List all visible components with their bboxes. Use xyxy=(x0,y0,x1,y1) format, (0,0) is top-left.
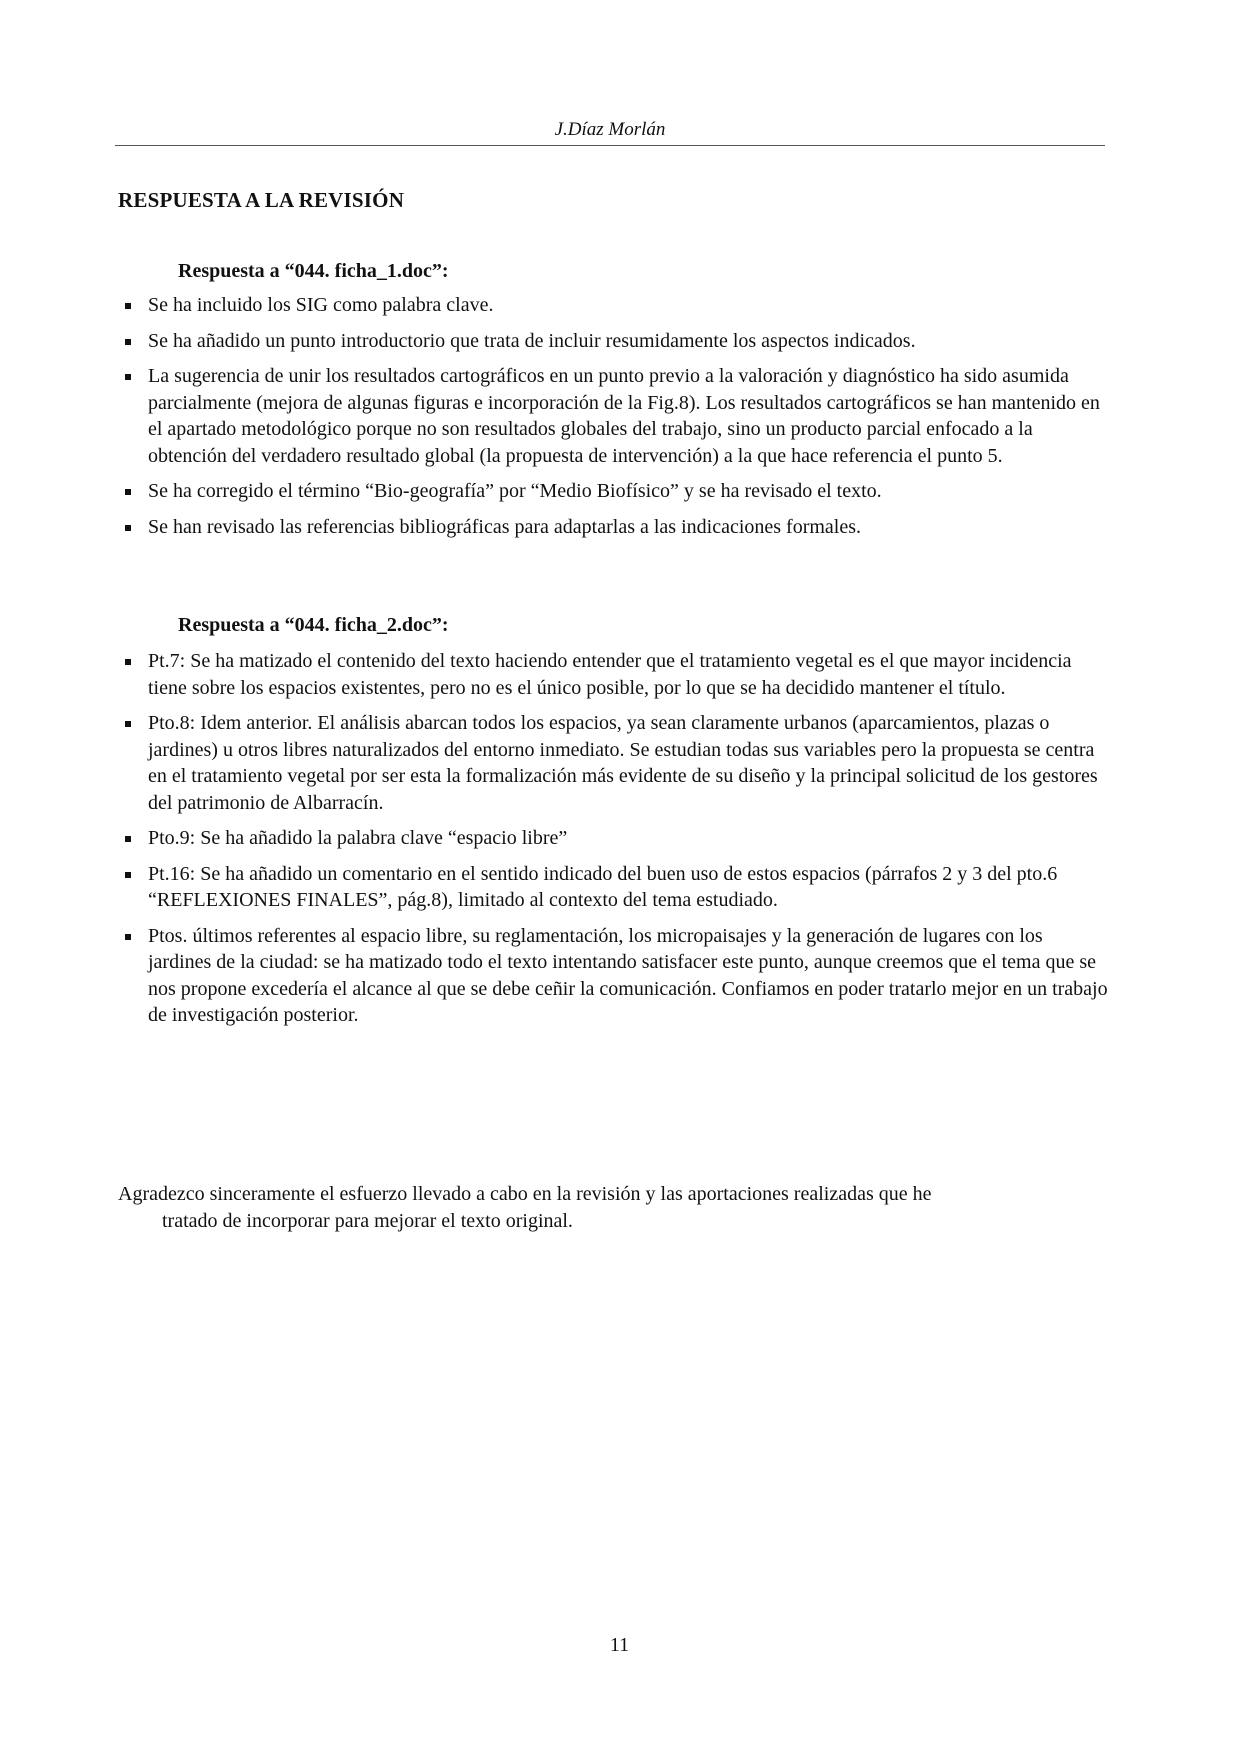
list-item: Se ha incluido los SIG como palabra clave. xyxy=(118,292,1108,319)
bullet-marker xyxy=(125,872,131,878)
list-item: Se han revisado las referencias bibliográficas para adaptarlas a las indicaciones formales. xyxy=(118,514,1108,541)
closing-line-2: tratado de incorporar para mejorar el texto original. xyxy=(162,1210,573,1232)
list-item: Pto.8: Idem anterior. El análisis abarcan todos los espacios, ya sean claramente urbanos (aparcamientos, plazas o jardines) u otros libres naturalizados del entorno inmediato. Se estudian todas sus variables pero la propuesta se centra en el tratamiento vegetal por ser esta la formalización más evidente de su diseño y la principal solicitud de los gestores del patrimonio de Albarracín. xyxy=(118,710,1108,816)
list-item: Se ha añadido un punto introductorio que trata de incluir resumidamente los aspectos indicados. xyxy=(118,328,1108,355)
running-header-author: J.Díaz Morlán xyxy=(554,119,666,140)
subheading-ficha-1: Respuesta a “044. ficha_1.doc”: xyxy=(178,260,449,282)
list-item: Pto.9: Se ha añadido la palabra clave “espacio libre” xyxy=(118,825,1108,852)
bullet-marker xyxy=(125,721,131,727)
list-item: Se ha corregido el término “Bio-geografía” por “Medio Biofísico” y se ha revisado el texto. xyxy=(118,478,1108,505)
bullet-marker xyxy=(125,339,131,345)
bullet-marker xyxy=(125,525,131,531)
bullet-marker xyxy=(125,934,131,940)
bullet-marker xyxy=(125,489,131,495)
bullet-marker xyxy=(125,659,131,665)
list-item: Ptos. últimos referentes al espacio libre, su reglamentación, los micropaisajes y la generación de lugares con los jardines de la ciudad: se ha matizado todo el texto intentando satisfacer este punto, aunque creemos que el tema que se nos propone excedería el alcance al que se debe ceñir la comunicación. Confiamos en poder tratarlo mejor en un trabajo de investigación posterior. xyxy=(118,923,1108,1029)
closing-paragraph xyxy=(118,1181,1108,1235)
bullet-marker xyxy=(125,374,131,380)
response-list-ficha-2 xyxy=(118,648,1108,1038)
closing-line-1: Agradezco sinceramente el esfuerzo llevado a cabo en la revisión y las aportaciones realizadas que he xyxy=(118,1183,932,1205)
response-list-ficha-1 xyxy=(118,292,1108,549)
list-item: La sugerencia de unir los resultados cartográficos en un punto previo a la valoración y diagnóstico ha sido asumida parcialmente (mejora de algunas figuras e incorporación de la Fig.8). Los resultados cartográficos se han mantenido en el apartado metodológico porque no son resultados globales del trabajo, sino un producto parcial enfocado a la obtención del verdadero resultado global (la propuesta de intervención) a la que hace referencia el punto 5. xyxy=(118,363,1108,469)
bullet-marker xyxy=(125,303,131,309)
header-rule xyxy=(115,145,1105,146)
subheading-ficha-2: Respuesta a “044. ficha_2.doc”: xyxy=(178,614,449,636)
section-title: RESPUESTA A LA REVISIÓN xyxy=(118,188,405,212)
list-item: Pt.16: Se ha añadido un comentario en el sentido indicado del buen uso de estos espacios (párrafos 2 y 3 del pto.6 “REFLEXIONES FINALES”, pág.8), limitado al contexto del tema estudiado. xyxy=(118,861,1108,914)
bullet-marker xyxy=(125,836,131,842)
page-number: 11 xyxy=(609,1634,630,1656)
list-item: Pt.7: Se ha matizado el contenido del texto haciendo entender que el tratamiento vegetal es el que mayor incidencia tiene sobre los espacios existentes, pero no es el único posible, por lo que se ha decidido mantener el título. xyxy=(118,648,1108,701)
